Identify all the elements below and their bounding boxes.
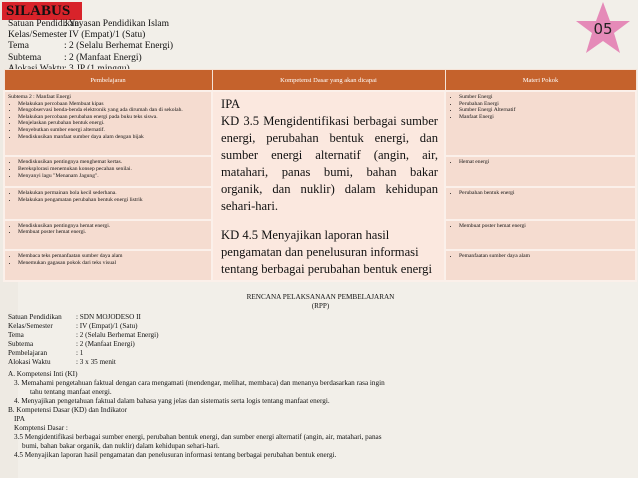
silabus-table [3,69,637,282]
rpp-info-label: Satuan Pendidikan [8,313,62,321]
list-item: • Bereksplorasi menemukan konsep pecahan senilai. [18,166,208,173]
header-value: : Yayasan Pendidikan Islam [64,19,170,29]
pembelajaran-list [8,101,208,141]
pembelajaran-list [8,223,208,236]
header-label: Satuan Pendidikan [8,19,79,29]
header-value: : 2 (Manfaat Energi) [64,52,142,63]
list-item: • Sumber Energi Alternatif [459,107,632,114]
pembelajaran-cell [4,156,212,187]
rpp-info-value: : SDN MOJODESO II [76,313,141,321]
list-item: • Pemanfaatan sumber daya alam [459,253,632,260]
rpp-info-value: : 2 (Selalu Berhemat Energi) [76,331,159,339]
kd-4-5-text: KD 4.5 Menyajikan laporan hasil pengamatan dan penelusuran informasi tentang berbagai perubahan bentuk energi [221,228,432,276]
page-number: 05 [593,20,613,38]
list-item: • Melakukan percobaan perubahan energi pada buku teks siswa. [18,114,208,121]
kd-subject: IPA [221,97,241,111]
kd-4-5: 4.5 Menyajikan laporan hasil pengamatan dan penelusuran informasi tentang berbagai perubahan bentuk energi. [14,451,337,459]
list-item: • Perubahan bentuk energi [459,190,632,197]
list-item: • Menemukan gagasan pokok dari teks visual [18,260,208,267]
materi-pokok-cell [445,220,636,251]
header-row [8,30,173,41]
rpp-info [8,313,633,367]
subtema-title: Subtema 2 : Manfaat Energi [8,94,71,100]
list-item: • Menyanyi lagu "Menanam Jagung". [18,173,208,180]
rpp-info-label: Alokasi Waktu [8,358,51,366]
header-kompetensi-dasar: Kompetensi Dasar yang akan dicapai [212,70,445,92]
kd-heading: B. Kompetensi Dasar (KD) dan Indikator [8,406,127,414]
list-item: • Menyebutkan sumber energi alternatif. [18,127,208,134]
header-value: : IV (Empat)/1 (Satu) [64,30,146,41]
rpp-info-value: : 1 [76,349,84,357]
list-item: • Melakukan permainan bola kecil sederhana. [18,190,208,197]
list-item: • Melakukan percobaan Membuat kipas [18,101,208,108]
rpp-info-value: : 3 x 35 menit [76,358,116,366]
rpp-title: RENCANA PELAKSANAAN PEMBELAJARAN [246,293,395,301]
rpp-info-label: Pembelajaran [8,349,48,357]
pembelajaran-cell [4,250,212,281]
rpp-info-label: Kelas/Semester [8,322,53,330]
list-item: • Mendiskusikan pentingnya menghemat kertas. [18,159,208,166]
list-item: • Membaca teks pemanfaatan sumber daya alam [18,253,208,260]
silabus-header-info [8,19,173,75]
pembelajaran-list [8,253,208,266]
list-item: • Menjelaskan perubahan bentuk energi. [18,120,208,127]
pembelajaran-cell [4,220,212,251]
list-item: • Membuat poster hemat energi [459,223,632,230]
pembelajaran-cell [4,187,212,220]
list-item: • Sumber Energi [459,94,632,101]
header-pembelajaran: Pembelajaran [4,70,212,92]
rpp-info-value: : IV (Empat)/1 (Satu) [76,322,138,330]
kd-subheading: Komptensi Dasar : [14,424,68,432]
list-item: • Manfaat Energi [459,114,632,121]
kompetensi-dasar-cell [212,91,445,281]
list-item: • Perubahan Energi [459,101,632,108]
header-label: Tema [8,41,29,52]
pembelajaran-cell [4,91,212,156]
rpp-ipa: IPA [14,415,25,423]
materi-list [449,159,632,166]
header-value: : 2 (Selalu Berhemat Energi) [64,41,174,52]
header-row [8,53,173,64]
ki-3-line2: tahu tentang manfaat energi. [30,388,112,396]
list-item: • Mengobservasi benda-benda elektronik yang ada dirumah dan di sekolah. [18,107,208,114]
materi-list [449,223,632,230]
materi-pokok-cell [445,250,636,281]
rpp-info-row [8,331,633,340]
rpp-info-value: : 2 (Manfaat Energi) [76,340,135,348]
list-item: • Membuat poster hemat energi. [18,229,208,236]
rpp-info-row [8,322,633,331]
materi-list [449,190,632,197]
header-row [8,19,173,30]
pembelajaran-list [8,190,208,203]
rpp-info-row [8,349,633,358]
rpp-info-row [8,340,633,349]
materi-list [449,94,632,120]
rpp-section [8,293,633,460]
rpp-info-label: Tema [8,331,24,339]
ki-heading: A. Kompetensi Inti (KI) [8,370,78,378]
materi-pokok-cell [445,91,636,156]
materi-pokok-cell [445,156,636,187]
ki-3-line1: 3. Memahami pengetahuan faktual dengan cara mengamati (mendengar, melihat, membaca) dan menanya berdasarkan rasa ingin [14,379,385,387]
pembelajaran-list [8,159,208,179]
kd-3-5-text: KD 3.5 Mengidentifikasi berbagai sumber energi, perubahan bentuk energi, dan sumber energi alternatif (angin, air, matahari, panas bumi, bahan bakar organik, dan nuklir) dalam kehidupan sehari-hari. [221,114,438,213]
rpp-subtitle: (RPP) [311,302,330,310]
header-row [8,41,173,52]
silabus-badge: SILABUS [2,2,82,20]
header-materi-pokok: Materi Pokok [445,70,636,92]
header-label: Subtema [8,52,42,63]
list-item: • Melakukan pengamatan perubahan bentuk energi listrik [18,197,208,204]
kd-3-5-line1: 3.5 Mengidentifikasi berbagai sumber energi, perubahan bentuk energi, dan sumber energi alternatif (angin, air, matahari, panas [14,433,382,441]
rpp-info-label: Subtema [8,340,34,348]
ki-4: 4. Menyajikan pengetahuan faktual dalam bahasa yang jelas dan sistematis serta logis tentang manfaat energi. [14,397,330,405]
list-item: • Mendiskusikan pentingnya hemat energi. [18,223,208,230]
kd-3-5-line2: bumi, bahan bakar organik, dan nuklir) dalam kehidupan sehari-hari. [22,442,220,450]
rpp-info-row [8,313,633,322]
list-item: • Mendiskusikan manfaat sumber daya alam dengan bijak [18,134,208,141]
materi-pokok-cell [445,187,636,220]
header-label: Kelas/Semester [8,30,68,41]
rpp-info-row [8,358,633,367]
list-item: • Hemat energi [459,159,632,166]
materi-list [449,253,632,260]
